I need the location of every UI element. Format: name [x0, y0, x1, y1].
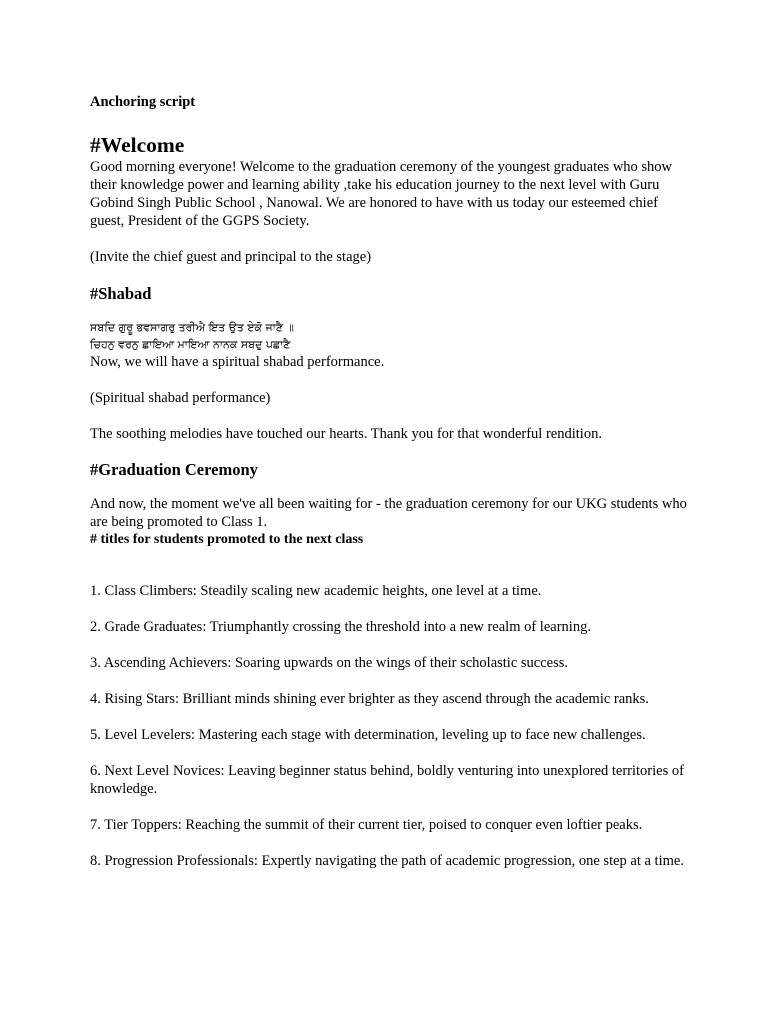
list-item: 5. Level Levelers: Mastering each stage with determination, leveling up to face new challenges.: [90, 727, 646, 743]
welcome-heading: #Welcome: [90, 133, 185, 157]
shabad-heading: #Shabad: [90, 284, 152, 303]
shabad-performance-note: (Spiritual shabad performance): [90, 390, 271, 406]
list-item: 2. Grade Graduates: Triumphantly crossing the threshold into a new realm of learning.: [90, 619, 591, 635]
titles-list: [90, 582, 690, 870]
shabad-verse-line-1: ਸਬਦਿ ਗੁਰੂ ਭਵਸਾਗਰੁ ਤਰੀਐ ਇਤ ਉਤ ਏਕੋ ਜਾਣੈ ॥: [90, 321, 294, 334]
graduation-paragraph: And now, the moment we've all been waiting for - the graduation ceremony for our UKG students who are being promoted to Class 1.: [90, 496, 687, 530]
welcome-stage-note: (Invite the chief guest and principal to the stage): [90, 249, 372, 265]
shabad-intro: Now, we will have a spiritual shabad performance.: [90, 354, 385, 370]
titles-heading: # titles for students promoted to the next class: [90, 532, 364, 547]
list-item: 8. Progression Professionals: Expertly navigating the path of academic progression, one step at a time.: [90, 853, 684, 869]
graduation-heading: #Graduation Ceremony: [90, 460, 258, 479]
list-item: 7. Tier Toppers: Reaching the summit of their current tier, poised to conquer even loftier peaks.: [90, 817, 643, 833]
list-item: 1. Class Climbers: Steadily scaling new academic heights, one level at a time.: [90, 583, 542, 599]
document-label: Anchoring script: [90, 94, 196, 110]
shabad-thanks: The soothing melodies have touched our hearts. Thank you for that wonderful rendition.: [90, 426, 602, 442]
list-item: 6. Next Level Novices: Leaving beginner status behind, boldly venturing into unexplored territories of knowledge.: [90, 763, 684, 797]
welcome-paragraph: Good morning everyone! Welcome to the graduation ceremony of the youngest graduates who show their knowledge power and learning ability ,take his education journey to the next level with Guru Gobind Singh Public School , Nanowal. We are honored to have with us today our esteemed chief guest, President of the GGPS Society.: [90, 159, 673, 229]
list-item: 3. Ascending Achievers: Soaring upwards on the wings of their scholastic success.: [90, 655, 569, 671]
list-item: 4. Rising Stars: Brilliant minds shining ever brighter as they ascend through the academic ranks.: [90, 691, 649, 707]
shabad-verse-line-2: ਚਿਹਨੁ ਵਰਨੁ ਛਾਇਆ ਮਾਇਆ ਨਾਨਕ ਸਬਦੁ ਪਛਾਣੈ: [90, 338, 291, 351]
document-page: [90, 92, 690, 870]
